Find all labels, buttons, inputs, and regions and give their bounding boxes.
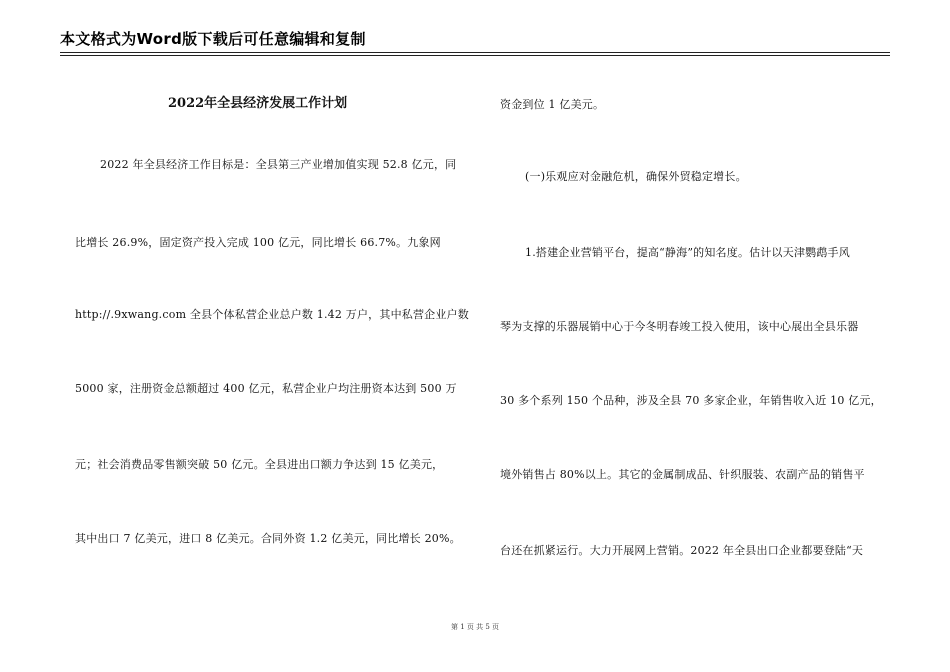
right-paragraph-line: 资金到位 1 亿美元。 — [500, 98, 605, 111]
left-paragraph-line: 5000 家，注册资金总额超过 400 亿元，私营企业户均注册资本达到 500 万 — [75, 382, 457, 395]
header-rule-bottom — [60, 55, 890, 56]
page-header: 本文格式为Word版下载后可任意编辑和复制 — [60, 30, 366, 48]
right-section-heading: (一)乐观应对金融危机，确保外贸稳定增长。 — [525, 170, 747, 183]
left-paragraph-line: http://.9xwang.com 全县个体私营企业总户数 1.42 万户，其中私营企业户数 — [75, 308, 469, 321]
right-paragraph-line: 境外销售占 80%以上。其它的金属制成品、针织服装、农副产品的销售平 — [500, 468, 865, 481]
page-footer: 第 1 页 共 5 页 — [450, 623, 500, 631]
left-paragraph-line: 其中出口 7 亿美元，进口 8 亿美元。合同外资 1.2 亿美元，同比增长 20%。 — [75, 532, 461, 545]
left-paragraph-line: 元；社会消费品零售额突破 50 亿元。全县进出口额力争达到 15 亿美元， — [75, 458, 444, 471]
left-paragraph-line: 比增长 26.9%，固定资产投入完成 100 亿元，同比增长 66.7%。九象网 — [75, 236, 441, 249]
header-rule-top — [60, 52, 890, 53]
right-paragraph-line: 30 多个系列 150 个品种，涉及全县 70 多家企业，年销售收入近 10 亿元， — [500, 394, 882, 407]
right-paragraph-line: 琴为支撑的乐器展销中心于今冬明春竣工投入使用，该中心展出全县乐器 — [500, 320, 859, 333]
right-paragraph-line: 台还在抓紧运行。大力开展网上营销。2022 年全县出口企业都要登陆“天 — [500, 544, 864, 557]
right-paragraph-line: 1.搭建企业营销平台，提高“静海”的知名度。估计以天津鹦鹉手风 — [525, 246, 850, 259]
left-paragraph-line: 2022 年全县经济工作目标是：全县第三产业增加值实现 52.8 亿元，同 — [100, 158, 457, 171]
document-title: 2022年全县经济发展工作计划 — [168, 96, 348, 111]
